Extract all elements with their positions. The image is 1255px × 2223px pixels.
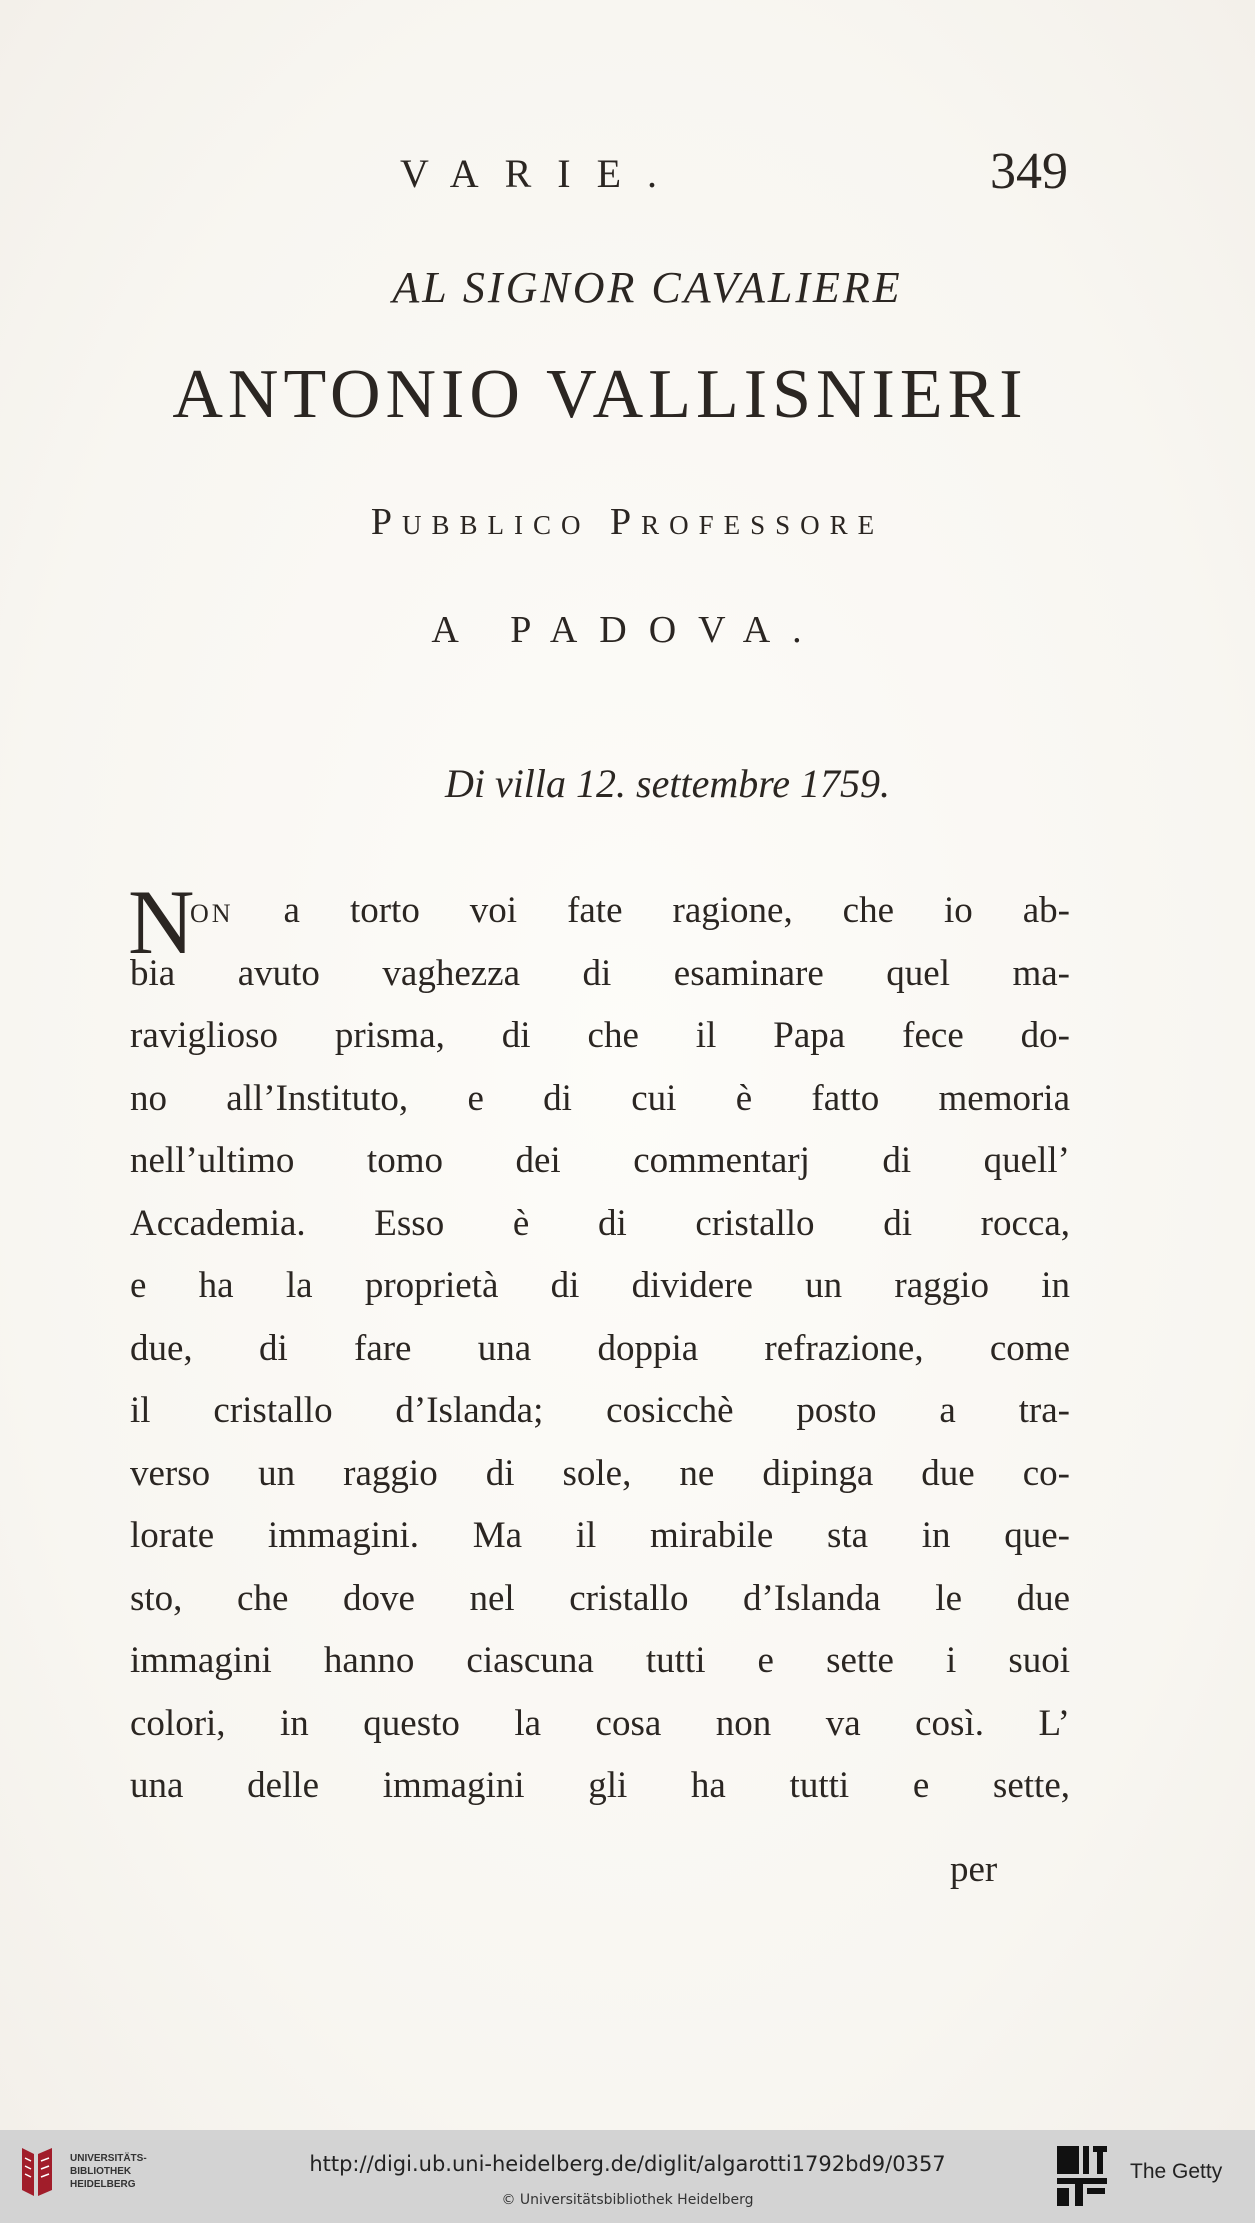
running-head (0, 143, 1255, 210)
letter-line: colori, in questo la cosa non va così. L’ (130, 1702, 1070, 1744)
footer-bar (0, 2130, 1255, 2223)
addressee-line: AL SIGNOR CAVALIERE (392, 263, 903, 312)
catchword: per (950, 1849, 998, 1890)
letter-line: il cristallo d’Islanda; cosicchè posto a tra- (130, 1390, 1070, 1431)
letter-line: nell’ultimo tomo dei commentarj di quell’ (130, 1140, 1070, 1181)
partner-name: The Getty (1130, 2160, 1223, 2183)
letter-line: no all’Instituto, e di cui è fatto memoria (130, 1077, 1070, 1119)
recipient-title: Pubblico Professore (370, 501, 885, 543)
letter-line: sto, che dove nel cristallo d’Islanda le due (130, 1577, 1070, 1619)
letter-line: due, di fare una doppia refrazione, come (130, 1327, 1070, 1369)
recipient-place: A PADOVA. (431, 609, 824, 651)
letter-line: Accademia. Esso è di cristallo di rocca, (130, 1202, 1070, 1244)
letter-line: e ha la proprietà di dividere un raggio in (130, 1265, 1070, 1306)
recipient-name: ANTONIO VALLISNIERI (172, 356, 1028, 433)
running-head-title: VARIE. (400, 151, 684, 196)
dateline: Di villa 12. settembre 1759. (444, 761, 891, 806)
copyright-notice: © Universitätsbibliothek Heidelberg (501, 2192, 754, 2208)
letter-line: una delle immagini gli ha tutti e sette, (130, 1765, 1070, 1806)
getty-logo-icon (1055, 2144, 1109, 2208)
letter-line: verso un raggio di sole, ne dipinga due co- (130, 1452, 1070, 1494)
permalink-url[interactable]: http://digi.ub.uni-heidelberg.de/diglit/algarotti1792bd9/0357 (309, 2152, 946, 2176)
first-line-text: a torto voi fate ragione, che io ab- (233, 890, 1070, 931)
lead-caps: on (190, 890, 234, 931)
letter-line: immagini hanno ciascuna tutti e sette i suoi (130, 1640, 1070, 1681)
letter-line: lorate immagini. Ma il mirabile sta in que- (130, 1515, 1070, 1556)
library-name: UNIVERSITÄTS- BIBLIOTHEK HEIDELBERG (70, 2153, 147, 2190)
letter-line-first (130, 880, 1070, 943)
drop-cap: N (128, 871, 195, 973)
letter-line: raviglioso prisma, di che il Papa fece do- (130, 1015, 1070, 1056)
page-number: 349 (990, 143, 1068, 200)
letter-body (128, 871, 1070, 1818)
letter-line: bia avuto vaghezza di esaminare quel ma- (130, 952, 1070, 994)
